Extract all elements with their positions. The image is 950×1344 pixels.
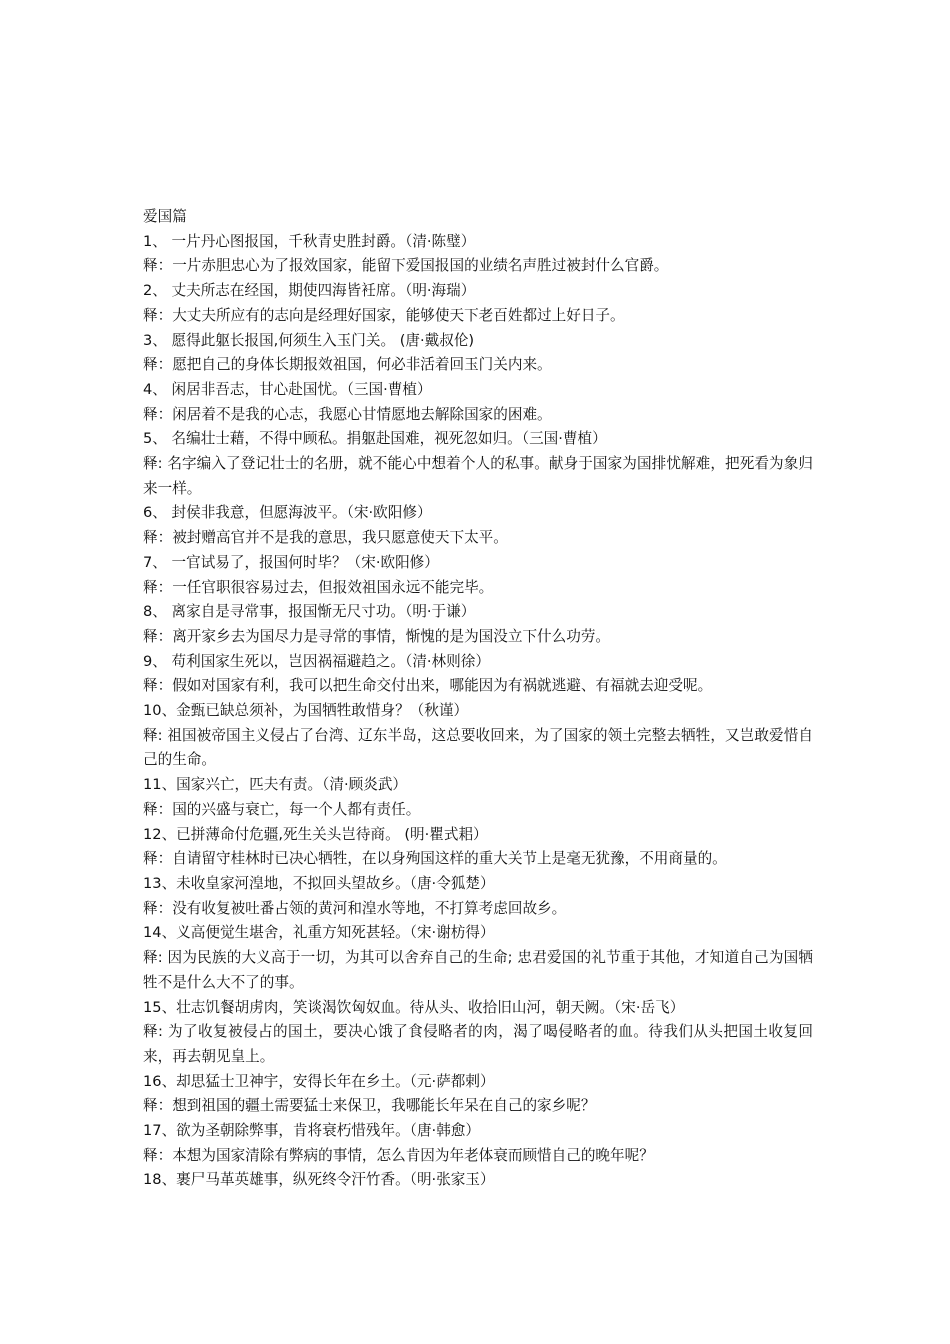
entry-list: [143, 230, 813, 1193]
explanation-line: 释：想到祖国的疆土需要猛士来保卫，我哪能长年呆在自己的家乡呢？: [143, 1097, 596, 1115]
poem-entry: [143, 427, 813, 501]
poem-entry: [143, 1070, 813, 1119]
poem-entry: [143, 773, 813, 822]
verse-line: 3、 愿得此躯长报国,何须生入玉门关。 (唐·戴叔伦): [143, 331, 475, 349]
verse-line: 6、 封侯非我意，但愿海波平。（宋·欧阳修）: [143, 504, 432, 522]
poem-entry: [143, 230, 813, 279]
poem-entry: [143, 551, 813, 600]
poem-entry: [143, 699, 813, 773]
poem-entry: [143, 1119, 813, 1168]
explanation-line: 释：假如对国家有利，我可以把生命交付出来，哪能因为有祸就逃避、有福就去迎受呢。: [143, 677, 713, 695]
explanation-line: 释：一任官职很容易过去，但报效祖国永远不能完毕。: [143, 578, 494, 596]
explanation-line: 释：愿把自己的身体长期报效祖国，何必非活着回玉门关内来。: [143, 356, 552, 374]
poem-entry: [143, 600, 813, 649]
explanation-line: 释：没有收复被吐番占领的黄河和湟水等地，不打算考虑回故乡。: [143, 899, 567, 917]
verse-line: 11、国家兴亡，匹夫有责。（清·顾炎武）: [143, 776, 408, 794]
verse-line: 12、已拼薄命付危疆,死生关头岂待商。 (明·瞿式耜）: [143, 825, 488, 843]
verse-line: 10、金甄已缺总须补，为国牺牲敢惜身？（秋谨）: [143, 702, 469, 720]
explanation-line: 释：本想为国家清除有弊病的事情，怎么肯因为年老体衰而顾惜自己的晚年呢？: [143, 1146, 654, 1164]
explanation-line: 释：闲居着不是我的心志，我愿心甘情愿地去解除国家的困难。: [143, 405, 552, 423]
verse-line: 13、未收皇家河湟地，不拟回头望故乡。（唐·令狐楚）: [143, 874, 495, 892]
verse-line: 8、 离家自是寻常事，报国惭无尺寸功。（明·于谦）: [143, 603, 476, 621]
poem-entry: [143, 921, 813, 995]
poem-entry: [143, 279, 813, 328]
explanation-line: 释：一片赤胆忠心为了报效国家，能留下爱国报国的业绩名声胜过被封什么官爵。: [143, 257, 669, 275]
verse-line: 4、 闲居非吾志，甘心赴国忧。（三国·曹植）: [143, 380, 432, 398]
poem-entry: [143, 329, 813, 378]
verse-line: 9、 苟利国家生死以，岂因祸福避趋之。（清·林则徐）: [143, 652, 490, 670]
verse-line: 14、义高便觉生堪舍，礼重方知死甚轻。（宋·谢枋得）: [143, 924, 495, 942]
explanation-line: 释：大丈夫所应有的志向是经理好国家，能够使天下老百姓都过上好日子。: [143, 306, 625, 324]
explanation-line: 释: 因为民族的大义高于一切，为其可以舍弃自己的生命; 忠君爱国的礼节重于其他，才知道自己为国牺牲不是什么大不了的事。: [143, 949, 813, 991]
verse-line: 18、裹尸马革英雄事，纵死终令汗竹香。（明·张家玉）: [143, 1171, 495, 1189]
explanation-line: 释: 为了收复被侵占的国土，要决心饿了食侵略者的肉，渴了喝侵略者的血。待我们从头把国土收复回来，再去朝见皇上。: [143, 1023, 813, 1065]
poem-entry: [143, 872, 813, 921]
poem-entry: [143, 823, 813, 872]
poem-entry: [143, 650, 813, 699]
verse-line: 15、壮志饥餐胡虏肉，笑谈渴饮匈奴血。待从头、收拾旧山河，朝天阙。（宋·岳飞）: [143, 998, 685, 1016]
verse-line: 2、 丈夫所志在经国，期使四海皆衽席。（明·海瑞）: [143, 282, 476, 300]
verse-line: 1、 一片丹心图报国，千秋青史胜封爵。（清·陈璧）: [143, 232, 476, 250]
explanation-line: 释：自请留守桂林时已决心牺牲，在以身殉国这样的重大关节上是毫无犹豫，不用商量的。: [143, 850, 727, 868]
poem-entry: [143, 1168, 813, 1193]
document-title: 爱国篇: [143, 208, 187, 225]
poem-entry: [143, 378, 813, 427]
explanation-line: 释：离开家乡去为国尽力是寻常的事情，惭愧的是为国没立下什么功劳。: [143, 627, 611, 645]
verse-line: 7、 一官试易了，报国何时毕？（宋·欧阳修）: [143, 553, 439, 571]
verse-line: 16、却思猛士卫神宇，安得长年在乡土。（元·萨都剌）: [143, 1072, 495, 1090]
explanation-line: 释：被封赠高官并不是我的意思，我只愿意使天下太平。: [143, 529, 508, 547]
poem-entry: [143, 501, 813, 550]
explanation-line: 释: 祖国被帝国主义侵占了台湾、辽东半岛，这总要收回来，为了国家的领土完整去牺牲，又岂敢爱惜自己的生命。: [143, 726, 813, 769]
verse-line: 5、 名编壮士藉，不得中顾私。捐躯赴国难，视死忽如归。（三国·曹植）: [143, 430, 607, 448]
verse-line: 17、欲为圣朝除弊事，肯将衰朽惜残年。（唐·韩愈）: [143, 1122, 480, 1140]
poem-entry: [143, 996, 813, 1070]
explanation-line: 释: 名字编入了登记壮士的名册，就不能心中想着个人的私事。献身于国家为国排忧解难，把死看为象归来一样。: [143, 455, 813, 497]
explanation-line: 释：国的兴盛与衰亡，每一个人都有责任。: [143, 800, 421, 818]
document-page: [143, 205, 813, 1193]
